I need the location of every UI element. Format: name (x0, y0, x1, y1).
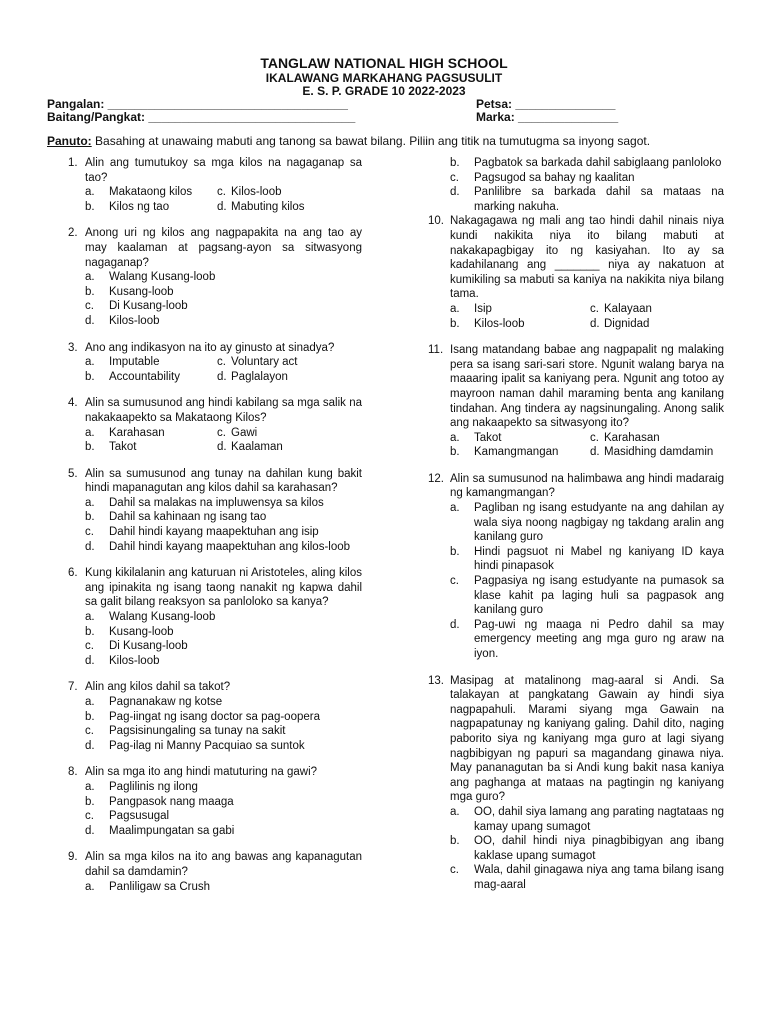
question-number: 2. (68, 227, 78, 240)
question-text: Alin ang kilos dahil sa takot? (85, 681, 231, 694)
question-number: 8. (68, 766, 78, 779)
petsa-field[interactable]: Petsa: _______________ (476, 97, 616, 111)
option-d[interactable]: d. Panlilibre sa barkada dahil sa mataas na marking nakuha. (450, 186, 724, 213)
option-c[interactable]: c. Kilos-loob (217, 186, 282, 199)
question-2 (47, 226, 362, 328)
option-c[interactable]: c. Di Kusang-loob (85, 300, 188, 313)
option-a[interactable]: a. Walang Kusang-loob (85, 271, 216, 284)
option-c[interactable]: c. Voluntary act (217, 356, 298, 369)
option-d[interactable]: d. Paglalayon (217, 370, 288, 383)
question-number: 13. (428, 674, 444, 687)
pangalan-field[interactable]: Pangalan: ____________________________________ (47, 97, 348, 111)
option-a[interactable]: a. Makataong kilos (85, 186, 193, 199)
question-12 (412, 472, 724, 662)
option-a[interactable]: a. Isip (450, 302, 492, 315)
option-b[interactable]: b. Takot (85, 441, 137, 454)
instructions-text: Basahing at unawaing mabuti ang tanong sa bawat bilang. Piliin ang titik na tumutugma sa inyong sagot. (95, 134, 651, 148)
question-text: Anong uri ng kilos ang nagpapakita na ang tao ay may kaalaman at pagsang-ayon sa sitwasyong nagaganap? (85, 227, 362, 269)
option-c[interactable]: c. Pagsugod sa bahay ng kaalitan (450, 171, 635, 184)
left-column (47, 156, 362, 906)
question-8 (47, 765, 362, 838)
option-c[interactable]: c. Kalayaan (590, 302, 652, 315)
option-c[interactable]: c. Di Kusang-loob (85, 640, 188, 653)
question-number: 6. (68, 567, 78, 580)
option-d[interactable]: d. Dahil hindi kayang maapektuhan ang kilos-loob (85, 540, 351, 553)
question-7 (47, 680, 362, 753)
option-c[interactable]: c. Pagpasiya ng isang estudyante na pumasok sa klase kahit pa laging huli sa pagpasok ang kanilang guro (450, 575, 724, 617)
option-c[interactable]: c. Karahasan (590, 431, 660, 444)
option-b[interactable]: b. Kilos ng tao (85, 200, 170, 213)
option-a[interactable]: a. Walang Kusang-loob (85, 611, 216, 624)
question-4 (47, 396, 362, 454)
question-number: 1. (68, 157, 78, 169)
school-name: TANGLAW NATIONAL HIGH SCHOOL (260, 55, 508, 71)
option-d[interactable]: d. Kilos-loob (85, 654, 160, 667)
question-number: 9. (68, 851, 78, 864)
option-d[interactable]: d. Kaalaman (217, 441, 283, 454)
question-text: Alin sa sumusunod na halimbawa ang hindi madaraig ng kamangmangan? (450, 472, 724, 500)
instructions-label: Panuto: (47, 134, 92, 148)
option-b[interactable]: b. Pagbatok sa barkada dahil sabiglaang panloloko (450, 157, 722, 169)
question-number: 5. (68, 467, 78, 480)
option-b[interactable]: b. Pangpasok nang maaga (85, 795, 234, 808)
baitang-field[interactable]: Baitang/Pangkat: _______________________________ (47, 110, 356, 124)
question-5 (47, 467, 362, 555)
question-text: Alin sa sumusunod ang hindi kabilang sa mga salik na nakakaapekto sa Makataong Kilos? (85, 397, 362, 424)
subject-title: E. S. P. GRADE 10 2022-2023 (302, 84, 466, 98)
question-text: Isang matandang babae ang nagpapalit ng malaking pera sa isang sari-sari store. Ngunit walang barya na maaaring ipalit sa kaniyang pera. Ngunit ang totoo ay mayroon naman dahil maraming benta ang kanilang tindahan. Ang tindera ay nagsinungaling. Anong salik ang nakaapekto sa sitwasyong ito? (450, 344, 724, 430)
question-number: 7. (68, 681, 78, 694)
question-6 (47, 566, 362, 668)
question-10 (412, 214, 724, 331)
question-text: Alin ang tumutukoy sa mga kilos na nagaganap sa tao? (85, 157, 362, 184)
option-d[interactable]: d. Maalimpungatan sa gabi (85, 824, 235, 837)
option-d[interactable]: d. Pag-uwi ng maaga ni Pedro dahil sa may emergency meeting ang mga guro ng araw na iyon. (450, 618, 724, 660)
option-b[interactable]: b. Kilos-loob (450, 317, 525, 330)
option-c[interactable]: c. Pagsisinungaling sa tunay na sakit (85, 725, 286, 738)
question-number: 4. (68, 397, 78, 410)
option-a[interactable]: a. Dahil sa malakas na impluwensya sa kilos (85, 496, 324, 509)
question-text: Kung kikilalanin ang katuruan ni Aristoteles, aling kilos ang ipinakita ng isang taong nanakit ng kapwa dahil sa galit bilang reaksyon sa panloloko sa kanya? (85, 567, 362, 609)
question-text: Alin sa mga kilos na ito ang bawas ang kapanagutan dahil sa damdamin? (85, 851, 362, 878)
option-c[interactable]: c. Wala, dahil ginagawa niya ang tama bilang isang mag-aaral (450, 864, 724, 891)
option-c[interactable]: c. Pagsusugal (85, 810, 170, 823)
question-text: Alin sa mga ito ang hindi matuturing na gawi? (85, 766, 318, 779)
option-a[interactable]: a. Takot (450, 431, 502, 444)
option-b[interactable]: b. Kamangmangan (450, 446, 559, 459)
option-b[interactable]: b. Pag-iingat ng isang doctor sa pag-oopera (85, 710, 320, 723)
right-column (412, 156, 724, 905)
question-11 (412, 343, 724, 460)
exam-title: IKALAWANG MARKAHANG PAGSUSULIT (265, 71, 503, 85)
option-d[interactable]: d. Mabuting kilos (217, 200, 305, 213)
option-c[interactable]: c. Gawi (217, 426, 258, 439)
question-number: 3. (68, 341, 78, 354)
option-d[interactable]: d. Pag-ilag ni Manny Pacquiao sa suntok (85, 739, 305, 752)
option-a[interactable]: a. Karahasan (85, 426, 165, 439)
question-number: 12. (428, 472, 444, 485)
option-b[interactable]: b. Accountability (85, 370, 180, 383)
option-c[interactable]: c. Dahil hindi kayang maapektuhan ang isip (85, 526, 319, 539)
option-d[interactable]: d. Dignidad (590, 317, 650, 330)
option-b[interactable]: b. Kusang-loob (85, 285, 174, 298)
question-text: Ano ang indikasyon na ito ay ginusto at sinadya? (85, 341, 335, 354)
option-a[interactable]: a. Pagliban ng isang estudyante na ang dahilan ay wala siya noong nagbigay ng takdang aralin ang kanilang guro (450, 502, 724, 544)
option-b[interactable]: b. Hindi pagsuot ni Mabel ng kaniyang ID kaya hindi pinapasok (450, 545, 724, 573)
option-a[interactable]: a. Pagnanakaw ng kotse (85, 696, 223, 708)
question-number: 10. (428, 215, 444, 228)
question-text: Alin sa sumusunod ang tunay na dahilan kung bakit hindi mapanagutan ang kilos dahil sa karahasan? (85, 467, 362, 495)
question-13 (412, 674, 724, 893)
option-d[interactable]: d. Kilos-loob (85, 314, 160, 327)
question-text: Masipag at matalinong mag-aaral si Andi. Sa talakayan at pangkatang Gawain ay hindi siya nagpapahuli. Marami siyang mga Gawain na nagpapatunay ng kaniyang galing. Dahil dito, naging paborito siya ng kaniyang mga guro at lagi siyang nagbibigyan ng papuri sa magandang ginawa niya. May pananagutan ba si Andi kung bakit nasa kaniya ang paghanga at mataas na pagtingin ng kaniyang mga guro? (450, 674, 724, 804)
instructions (47, 134, 737, 148)
option-b[interactable]: b. Dahil sa kahinaan ng isang tao (85, 511, 267, 524)
question-3 (47, 341, 362, 385)
question-number: 11. (428, 344, 444, 357)
marka-field[interactable]: Marka: _______________ (476, 110, 619, 124)
option-a[interactable]: a. Panliligaw sa Crush (85, 880, 210, 893)
option-a[interactable]: a. Imputable (85, 356, 160, 369)
question-9 (47, 850, 362, 894)
question-text: Nakagagawa ng mali ang tao hindi dahil ninais niya kundi nakikita niya ito bilang mabuti at nakakapagbigay ito ng kasiyahan. Ito ay sa kadahilanang ang _______ niya ay nakatuon at kumikiling sa mabuti sa kaniya na nakikita niya bilang tama. (450, 215, 724, 301)
option-b[interactable]: b. Kusang-loob (85, 625, 174, 638)
option-d[interactable]: d. Masidhing damdamin (590, 446, 714, 459)
question-1 (47, 156, 362, 214)
question-9-continued (412, 156, 724, 214)
option-a[interactable]: a. OO, dahil siya lamang ang parating nagtataas ng kamay upang sumagot (450, 805, 724, 833)
option-b[interactable]: b. OO, dahil hindi niya pinagbibigyan ang ibang kaklase upang sumagot (450, 835, 724, 862)
option-a[interactable]: a. Paglilinis ng ilong (85, 780, 198, 793)
